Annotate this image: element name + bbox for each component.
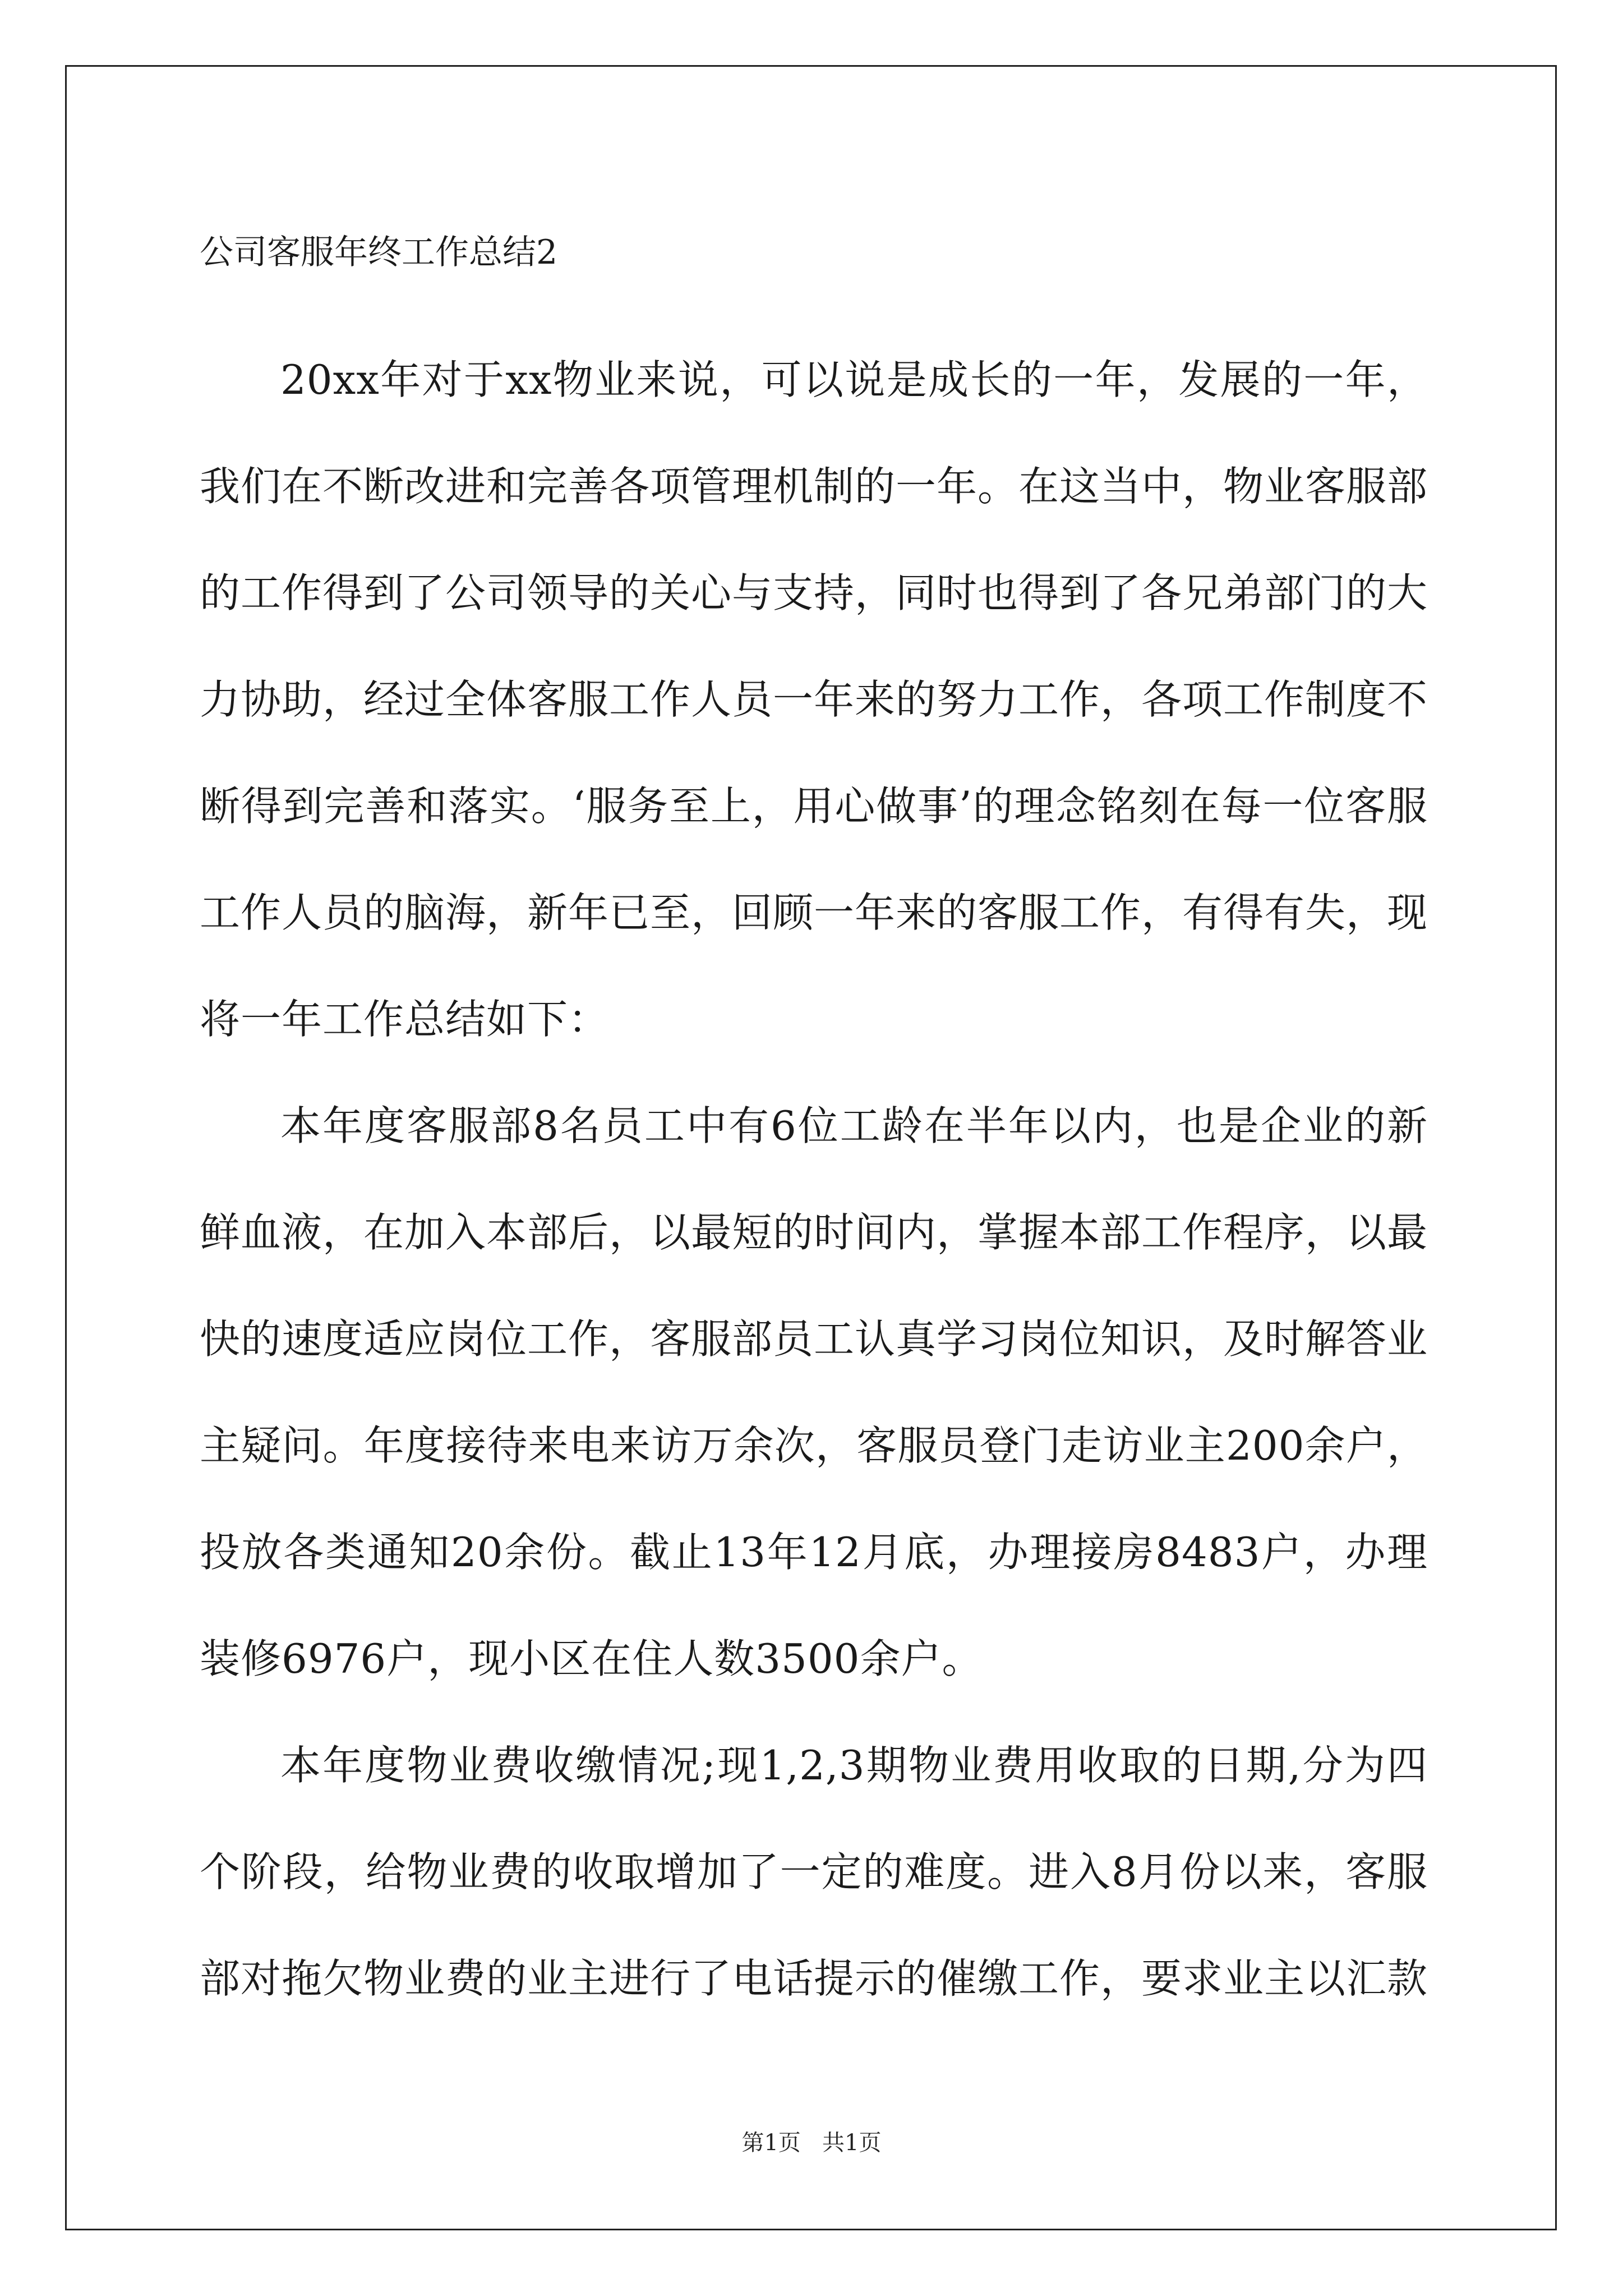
paragraph-1: 20xx年对于xx物业来说，可以说是成长的一年，发展的一年，我们在不断改进和完善各项管理机制的一年。在这当中，物业客服部的工作得到了公司领导的关心与支持，同时也得到了各兄弟部门的大力协助，经过全体客服工作人员一年来的努力工作，各项工作制度不断得到完善和落实。‘服务至上，用心做事’的理念铭刻在每一位客服工作人员的脑海，新年已至，回顾一年来的客服工作，有得有失，现将一年工作总结如下： bbox=[200, 356, 1428, 1043]
page-footer: 第1页 共1页 bbox=[741, 2130, 882, 2156]
paragraph-3: 本年度物业费收缴情况;现1,2,3期物业费用收取的日期,分为四个阶段，给物业费的收取增加了一定的难度。进入8月份以来，客服部对拖欠物业费的业主进行了电话提示的催缴工作，要求业主以汇款 bbox=[200, 1742, 1428, 2002]
document-title: 公司客服年终工作总结2 bbox=[200, 233, 558, 272]
paragraph-2: 本年度客服部8名员工中有6位工龄在半年以内，也是企业的新鲜血液，在加入本部后，以最短的时间内，掌握本部工作程序，以最快的速度适应岗位工作，客服部员工认真学习岗位知识，及时解答业主疑问。年度接待来电来访万余次，客服员登门走访业主200余户，投放各类通知20余份。截止13年12月底，办理接房8483户，办理装修6976户，现小区在住人数3500余户。 bbox=[200, 1102, 1428, 1682]
document-body bbox=[200, 224, 1428, 2032]
